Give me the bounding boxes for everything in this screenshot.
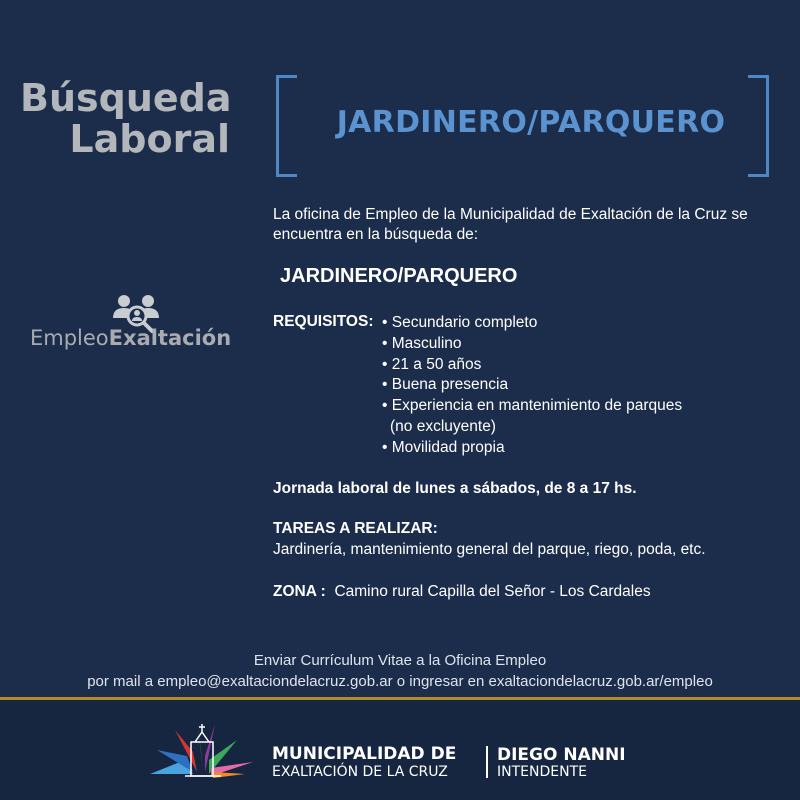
left-bracket <box>276 75 297 177</box>
municipal-emblem-icon <box>145 712 260 787</box>
municipality-name: MUNICIPALIDAD DE <box>272 744 457 764</box>
list-item: • Experiencia en mantenimiento de parques <box>382 397 683 415</box>
list-item: (no excluyente) <box>390 417 496 435</box>
side-title-line-2: Laboral <box>69 117 230 161</box>
requirements-label: REQUISITOS: <box>273 313 374 330</box>
brand-logo <box>30 326 231 350</box>
brand-part-2: Exaltación <box>108 326 232 350</box>
mayor-name: DIEGO NANNI <box>497 745 626 765</box>
position-title: JARDINERO/PARQUERO <box>280 265 518 287</box>
list-item: • Movilidad propia <box>382 438 505 456</box>
zone-label: ZONA : <box>273 583 326 600</box>
list-item: • Masculino <box>382 334 462 352</box>
intro-text: La oficina de Empleo de la Municipalidad de Exaltación de la Cruz se encuentra en la búsqueda de: <box>273 206 748 243</box>
footer-line-1: Enviar Currículum Vitae a la Oficina Empleo <box>253 652 547 669</box>
mayor-title: INTENDENTE <box>497 764 587 780</box>
footer-line-2: por mail a empleo@exaltaciondelacruz.gob.ar o ingresar en exaltaciondelacruz.gob.ar/empleo <box>87 673 713 690</box>
zone-line <box>273 583 651 601</box>
schedule-text: Jornada laboral de lunes a sábados, de 8 a 17 hs. <box>273 480 637 497</box>
list-item: • Buena presencia <box>382 376 509 394</box>
list-item: • Secundario completo <box>382 314 538 331</box>
side-title <box>20 78 230 160</box>
brand-part-1: Empleo <box>30 326 109 350</box>
list-item: • 21 a 50 años <box>382 355 482 373</box>
tasks-text: Jardinería, mantenimiento general del parque, riego, poda, etc. <box>273 541 706 558</box>
tasks-title: TAREAS A REALIZAR: <box>273 520 438 537</box>
side-title-line-1: Búsqueda <box>20 76 232 120</box>
requirements-list <box>382 313 682 459</box>
municipality-subtitle: EXALTACIÓN DE LA CRUZ <box>272 764 448 780</box>
headline: JARDINERO/PARQUERO <box>336 105 726 140</box>
vertical-separator <box>486 746 488 778</box>
zone-value: Camino rural Capilla del Señor - Los Cardales <box>334 583 651 600</box>
